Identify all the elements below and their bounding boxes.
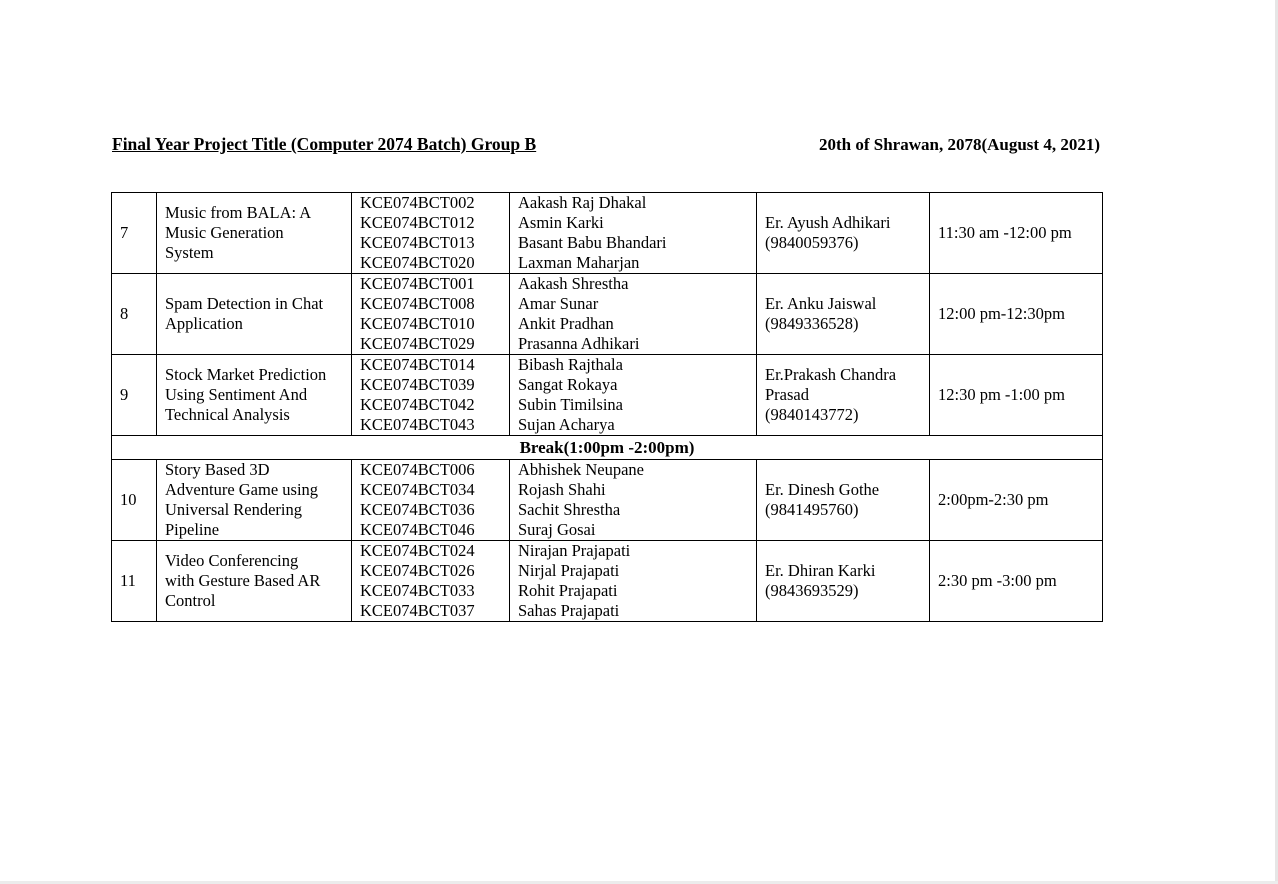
student-names: Nirajan Prajapati Nirjal Prajapati Rohit Prajapati Sahas Prajapati bbox=[510, 541, 757, 622]
time-slot: 11:30 am -12:00 pm bbox=[930, 193, 1103, 274]
document-title: Final Year Project Title (Computer 2074 Batch) Group B bbox=[112, 134, 537, 154]
project-schedule-table bbox=[111, 192, 1103, 622]
student-names: Abhishek Neupane Rojash Shahi Sachit Shrestha Suraj Gosai bbox=[510, 460, 757, 541]
time-slot: 12:30 pm -1:00 pm bbox=[930, 355, 1103, 436]
table-row-project-8 bbox=[112, 274, 1103, 355]
supervisor: Er.Prakash Chandra Prasad (9840143772) bbox=[757, 355, 930, 436]
roll-numbers: KCE074BCT001 KCE074BCT008 KCE074BCT010 KCE074BCT029 bbox=[352, 274, 510, 355]
supervisor: Er. Ayush Adhikari (9840059376) bbox=[757, 193, 930, 274]
table-row-project-9 bbox=[112, 355, 1103, 436]
time-slot: 2:30 pm -3:00 pm bbox=[930, 541, 1103, 622]
supervisor: Er. Anku Jaiswal (9849336528) bbox=[757, 274, 930, 355]
table-row-break bbox=[112, 436, 1103, 460]
document-date: 20th of Shrawan, 2078(August 4, 2021) bbox=[819, 135, 1100, 154]
project-number: 8 bbox=[112, 274, 157, 355]
student-names: Aakash Raj Dhakal Asmin Karki Basant Babu Bhandari Laxman Maharjan bbox=[510, 193, 757, 274]
project-title: Video Conferencing with Gesture Based AR Control bbox=[157, 541, 352, 622]
project-number: 10 bbox=[112, 460, 157, 541]
supervisor: Er. Dinesh Gothe (9841495760) bbox=[757, 460, 930, 541]
project-number: 7 bbox=[112, 193, 157, 274]
project-title: Music from BALA: A Music Generation System bbox=[157, 193, 352, 274]
break-label: Break(1:00pm -2:00pm) bbox=[112, 436, 1103, 460]
table-row-project-7 bbox=[112, 193, 1103, 274]
supervisor: Er. Dhiran Karki (9843693529) bbox=[757, 541, 930, 622]
project-title: Stock Market Prediction Using Sentiment And Technical Analysis bbox=[157, 355, 352, 436]
roll-numbers: KCE074BCT014 KCE074BCT039 KCE074BCT042 KCE074BCT043 bbox=[352, 355, 510, 436]
table-row-project-10 bbox=[112, 460, 1103, 541]
roll-numbers: KCE074BCT002 KCE074BCT012 KCE074BCT013 KCE074BCT020 bbox=[352, 193, 510, 274]
student-names: Aakash Shrestha Amar Sunar Ankit Pradhan Prasanna Adhikari bbox=[510, 274, 757, 355]
student-names: Bibash Rajthala Sangat Rokaya Subin Timilsina Sujan Acharya bbox=[510, 355, 757, 436]
project-number: 9 bbox=[112, 355, 157, 436]
time-slot: 12:00 pm-12:30pm bbox=[930, 274, 1103, 355]
table-row-project-11 bbox=[112, 541, 1103, 622]
roll-numbers: KCE074BCT006 KCE074BCT034 KCE074BCT036 KCE074BCT046 bbox=[352, 460, 510, 541]
project-title: Story Based 3D Adventure Game using Universal Rendering Pipeline bbox=[157, 460, 352, 541]
time-slot: 2:00pm-2:30 pm bbox=[930, 460, 1103, 541]
project-number: 11 bbox=[112, 541, 157, 622]
project-title: Spam Detection in Chat Application bbox=[157, 274, 352, 355]
roll-numbers: KCE074BCT024 KCE074BCT026 KCE074BCT033 KCE074BCT037 bbox=[352, 541, 510, 622]
